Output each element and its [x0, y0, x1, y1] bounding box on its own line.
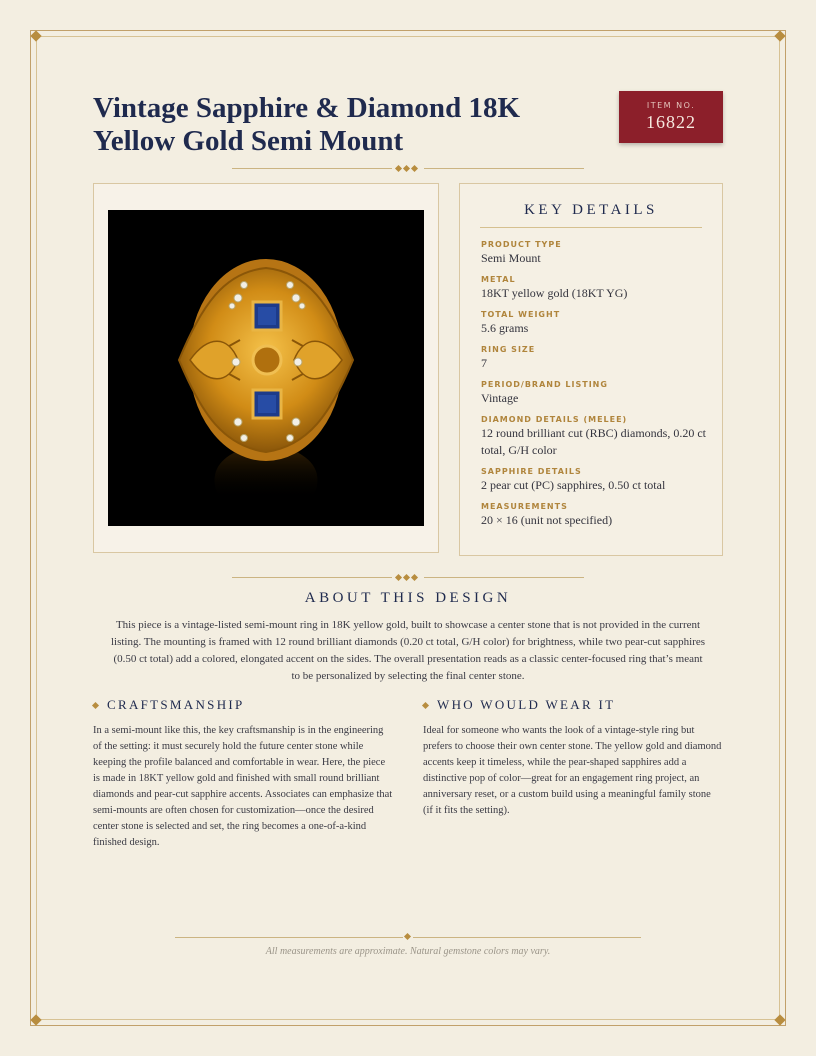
who-would-wear-text: Ideal for someone who wants the look of a vintage-style ring but prefers to choose their own center stone. The yellow gold and diamond accents keep it timeless, while the pear-shaped sapphires add a distinctive pop of color—great for an engagement ring project, an anniversary reset, or a custom build using a meaningful family stone (if it fits the setting). — [423, 725, 722, 816]
section-divider — [232, 577, 392, 578]
detail-period-brand — [481, 379, 711, 407]
about-heading: ABOUT THIS DESIGN — [304, 590, 512, 606]
diamond-ornament — [396, 164, 420, 174]
craftsmanship-section — [93, 697, 393, 851]
detail-product-type — [481, 239, 711, 267]
who-would-wear-heading — [423, 697, 723, 713]
detail-value: Vintage — [481, 391, 519, 405]
detail-label: RING SIZE — [481, 345, 536, 354]
product-photo — [108, 210, 424, 526]
detail-measurements — [481, 501, 711, 529]
page-title: Vintage Sapphire & Diamond 18K Yellow Gold Semi Mount — [93, 92, 520, 157]
key-details-list — [481, 239, 711, 536]
key-details-panel — [459, 183, 723, 556]
footer-divider — [175, 937, 403, 938]
detail-label: PRODUCT TYPE — [481, 240, 562, 249]
detail-diamond-details — [481, 414, 711, 459]
detail-value: 18KT yellow gold (18KT YG) — [481, 286, 628, 300]
detail-total-weight — [481, 309, 711, 337]
craftsmanship-text: In a semi-mount like this, the key craftsmanship is in the engineering of the setting: it must securely hold the future center stone while keeping the profile balanced and comfortable in wear. Here, the piece is made in 18KT yellow gold and finished with small round brilliant diamonds and pear-cut sapphire accents. Associates can emphasize that semi-mounts are often chosen for customization—once the desired center stone is selected and set, the ring becomes a one-of-a-kind finished design. — [93, 725, 393, 848]
about-text: This piece is a vintage-listed semi-mount ring in 18K yellow gold, built to showcase a center stone that is not provided in the current listing. The mounting is framed with 12 round brilliant diamonds (0.20 ct total, G/H color) for brightness, while two pear-cut sapphires (0.50 ct total) add a colored, elongated accent on the sides. The overall presentation reads as a classic center-focused ring that’s meant to be personalized by selecting the final center stone. — [110, 619, 706, 682]
diamond-bullet-icon — [92, 701, 99, 708]
detail-sapphire-details — [481, 466, 711, 494]
header-divider — [232, 168, 392, 169]
who-would-wear-heading-text: WHO WOULD WEAR IT — [437, 697, 616, 712]
item-number-badge — [619, 91, 723, 143]
detail-value: 20 × 16 (unit not specified) — [481, 513, 613, 527]
detail-label: MEASUREMENTS — [481, 502, 568, 511]
key-details-heading: KEY DETAILS — [524, 202, 658, 218]
detail-value: Semi Mount — [481, 251, 541, 265]
key-details-rule — [480, 227, 702, 228]
detail-ring-size — [481, 344, 711, 372]
detail-label: TOTAL WEIGHT — [481, 310, 561, 319]
detail-label: DIAMOND DETAILS (MELEE) — [481, 415, 628, 424]
item-number-value: 16822 — [646, 112, 696, 132]
detail-metal — [481, 274, 711, 302]
detail-label: PERIOD/BRAND LISTING — [481, 380, 608, 389]
footer-note: All measurements are approximate. Natural gemstone colors may vary. — [265, 946, 551, 957]
who-would-wear-section — [423, 697, 723, 819]
ring-image — [108, 210, 424, 526]
footer-divider — [413, 937, 641, 938]
item-number-label: ITEM NO. — [646, 101, 696, 110]
detail-label: METAL — [481, 275, 516, 284]
detail-value: 2 pear cut (PC) sapphires, 0.50 ct total — [481, 478, 666, 492]
detail-value: 7 — [481, 356, 487, 370]
header-divider — [424, 168, 584, 169]
detail-label: SAPPHIRE DETAILS — [481, 467, 582, 476]
section-divider — [424, 577, 584, 578]
diamond-ornament — [396, 573, 420, 583]
detail-value: 5.6 grams — [481, 321, 529, 335]
detail-value: 12 round brilliant cut (RBC) diamonds, 0.20 ct total, G/H color — [481, 426, 706, 457]
craftsmanship-heading — [93, 697, 393, 713]
craftsmanship-heading-text: CRAFTSMANSHIP — [107, 697, 245, 712]
diamond-bullet-icon — [422, 701, 429, 708]
